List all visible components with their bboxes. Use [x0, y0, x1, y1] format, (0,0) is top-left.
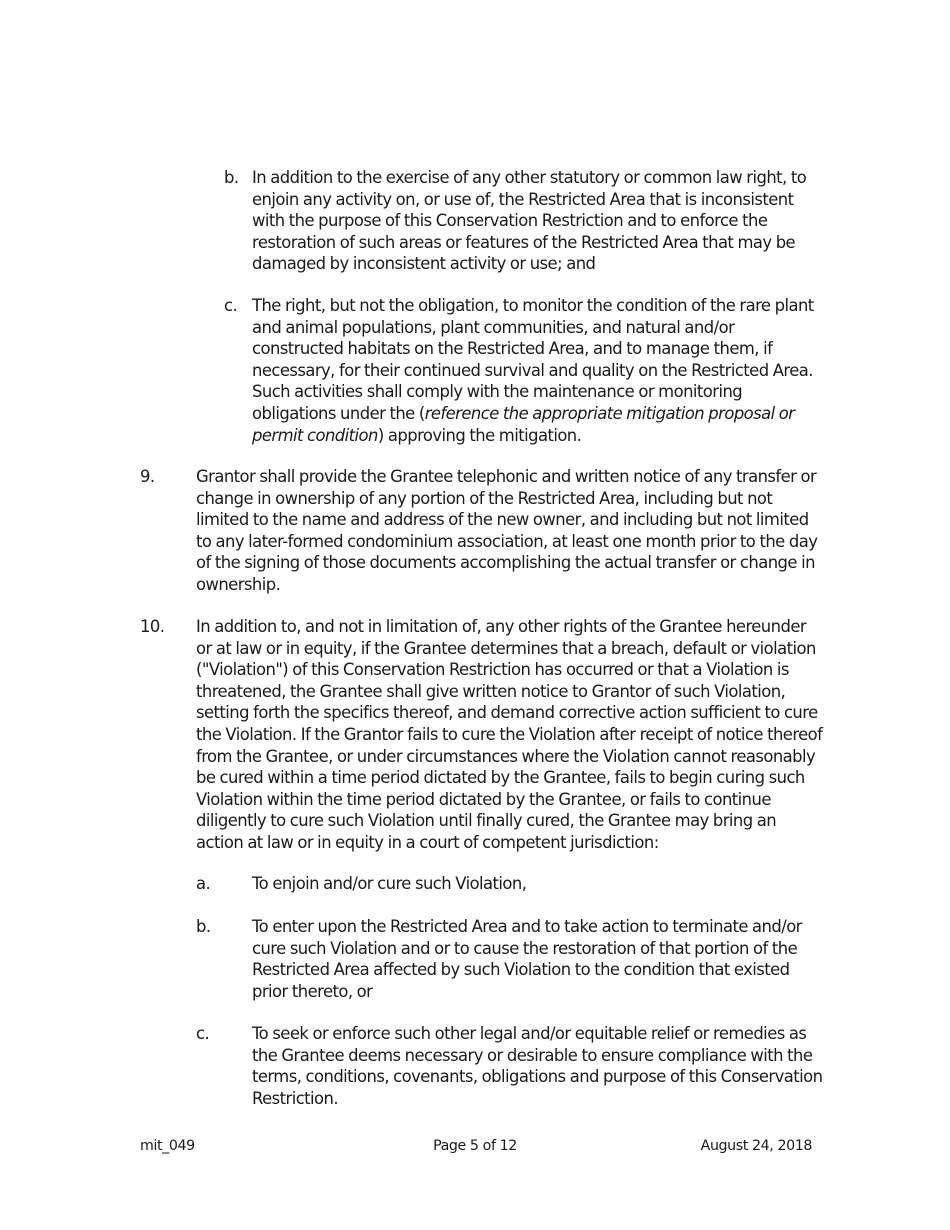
list-item-text — [252, 295, 824, 446]
list-item-text: To enjoin and/or cure such Violation, — [252, 874, 527, 893]
italic-reference: reference the appropriate mitigation proposal or permit condition — [252, 403, 795, 445]
list-item-text: To enter upon the Restricted Area and to take action to terminate and/or cure such Violation and or to cause the restoration of that portion of the Restricted Area affected by such Violation to the condition that existed prior thereto, or — [252, 917, 802, 1001]
list-item-label: b. — [196, 917, 211, 936]
list-item-label: c. — [196, 1024, 210, 1043]
footer-doc-id: mit_049 — [140, 1138, 195, 1154]
section-number: 10. — [140, 617, 165, 636]
text-after: ) approving the mitigation. — [377, 425, 582, 445]
text-before: The right, but not the obligation, to monitor the condition of the rare plant and animal populations, plant communities, and natural and/or constructed habitats on the Restricted Area, and to manage them, if necessary, for their continued survival and quality on the Restricted Area. Such activities shall comply with the maintenance or monitoring obligations under the ( — [252, 296, 814, 423]
list-item-label: c. — [224, 296, 238, 315]
list-item-label: a. — [196, 874, 211, 893]
footer-date: August 24, 2018 — [700, 1138, 812, 1154]
footer-page-number: Page 5 of 12 — [433, 1138, 517, 1154]
list-item-label: b. — [224, 168, 239, 187]
list-item-text: In addition to the exercise of any other statutory or common law right, to enjoin any activity on, or use of, the Restricted Area that is inconsistent with the purpose of this Conservation Restriction and to enforce the restoration of such areas or features of the Restricted Area that may be damaged by inconsistent activity or use; and — [252, 168, 807, 274]
section-text: Grantor shall provide the Grantee telephonic and written notice of any transfer or change in ownership of any portion of the Restricted Area, including but not limited to the name and address of the new owner, and including but not limited to any later-formed condominium association, at least one month prior to the day of the signing of those documents accomplishing the actual transfer or change in ownership. — [196, 467, 818, 594]
section-number: 9. — [140, 467, 155, 486]
list-item-text: To seek or enforce such other legal and/or equitable relief or remedies as the Grantee deems necessary or desirable to ensure compliance with the terms, conditions, covenants, obligations and purpose of this Conservation Restriction. — [252, 1024, 823, 1108]
section-text: In addition to, and not in limitation of, any other rights of the Grantee hereunder or at law or in equity, if the Grantee determines that a breach, default or violation ("Violation") of this Conservation Restriction has occurred or that a Violation is threatened, the Grantee shall give written notice to Grantor of such Violation, setting forth the specifics thereof, and demand corrective action sufficient to cure the Violation. If the Grantor fails to cure the Violation after receipt of notice thereof from the Grantee, or under circumstances where the Violation cannot reasonably be cured within a time period dictated by the Grantee, fails to begin curing such Violation within the time period dictated by the Grantee, or fails to continue diligently to cure such Violation until finally cured, the Grantee may bring an action at law or in equity in a court of competent jurisdiction: — [196, 617, 823, 852]
